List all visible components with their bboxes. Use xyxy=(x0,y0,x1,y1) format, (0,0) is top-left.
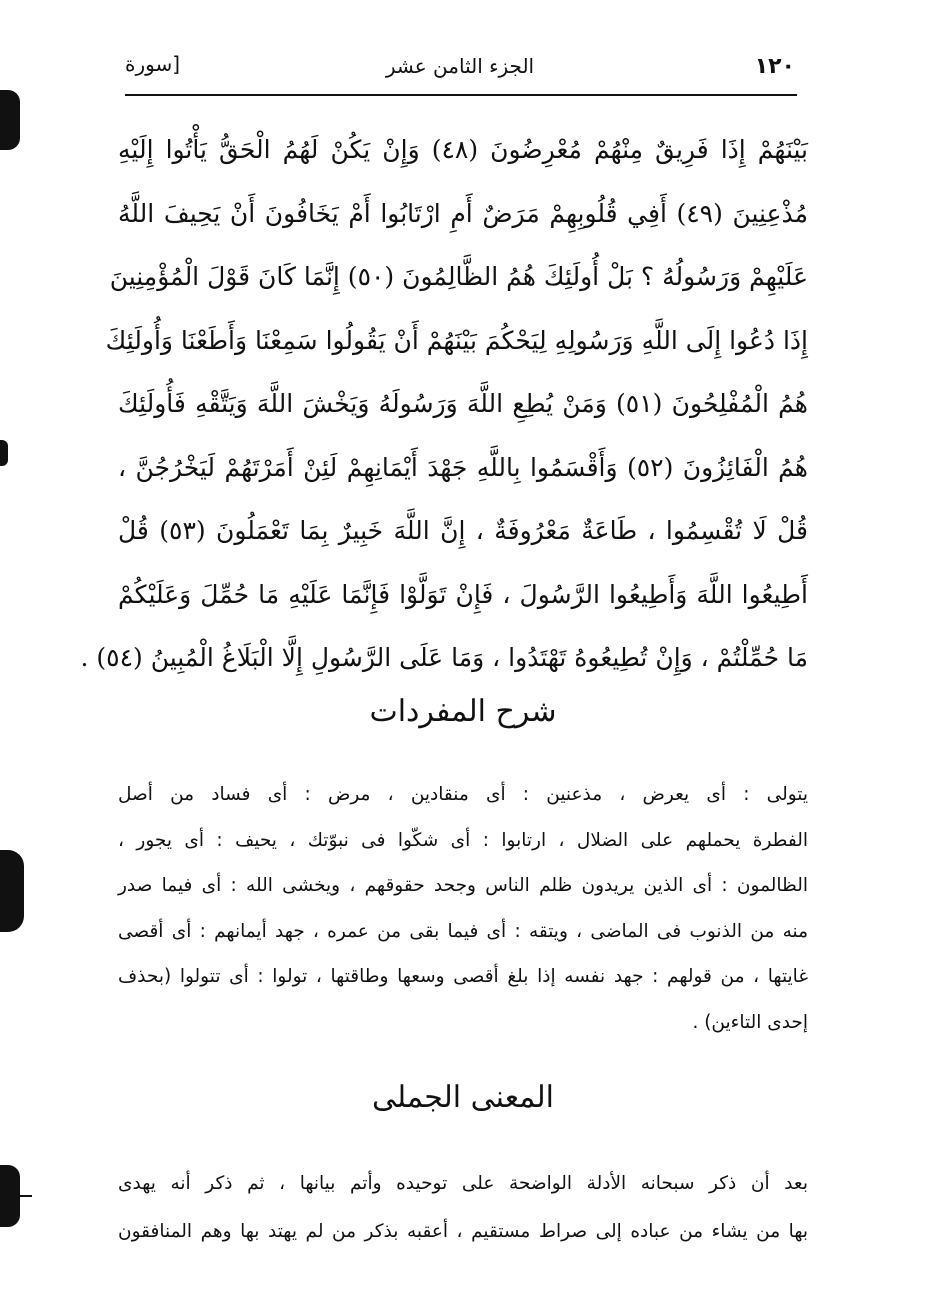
glossary-line: يتولى : أى يعرض ، مذعنين : أى منقادين ، مرض : أى فساد من أصل xyxy=(118,784,808,805)
scan-edge-mark xyxy=(0,1165,20,1227)
scan-edge-mark xyxy=(0,440,8,466)
verse-line: هُمُ الْمُفْلِحُونَ (٥١) وَمَنْ يُطِعِ اللَّهَ وَرَسُولَهُ وَيَخْشَ اللَّهَ وَيَتَّقْهِ فَأُولَئِكَ xyxy=(118,389,808,418)
summary-text xyxy=(118,1160,808,1256)
page-header xyxy=(125,42,795,94)
verse-line: أَطِيعُوا اللَّهَ وَأَطِيعُوا الرَّسُولَ ، فَإِنْ تَوَلَّوْا فَإِنَّمَا عَلَيْهِ مَا حُمِّلَ وَعَلَيْكُمْ xyxy=(118,579,808,609)
glossary-line: غايتها ، من قولهم : جهد نفسه إذا بلغ أقصى وسعها وطاقتها ، تولوا : أى تتولوا (بحذف xyxy=(118,966,808,987)
quran-verses xyxy=(80,118,808,690)
verse-line: إِذَا دُعُوا إِلَى اللَّهِ وَرَسُولِهِ لِيَحْكُمَ بَيْنَهُمْ أَنْ يَقُولُوا سَمِعْنَا وَأَطَعْنَا وَأُولَئِكَ xyxy=(105,325,808,355)
surah-label: [سورة xyxy=(125,52,181,76)
running-title: الجزء الثامن عشر xyxy=(385,54,535,78)
verse-line: قُلْ لَا تُقْسِمُوا ، طَاعَةٌ مَعْرُوفَةٌ ، إِنَّ اللَّهَ خَبِيرٌ بِمَا تَعْمَلُونَ (٥٣) قُلْ xyxy=(118,516,808,545)
scan-edge-mark xyxy=(0,850,24,932)
header-rule xyxy=(125,94,797,96)
glossary-line: الفطرة يحملهم على الضلال ، ارتابوا : أى شكّوا فى نبوّتك ، يحيف : أى يجور ، xyxy=(118,829,808,851)
summary-heading: المعنى الجملى xyxy=(371,1080,554,1115)
glossary-text xyxy=(118,772,808,1045)
verse-line: هُمُ الْفَائِزُونَ (٥٢) وَأَقْسَمُوا بِاللَّهِ جَهْدَ أَيْمَانِهِمْ لَئِنْ أَمَرْتَهُمْ لَيَخْرُجُنَّ ، xyxy=(118,452,808,482)
summary-line: بعد أن ذكر سبحانه الأدلة الواضحة على توحيده وأتم بيانها ، ثم ذكر أنه يهدى xyxy=(118,1173,808,1194)
verse-line: عَلَيْهِمْ وَرَسُولُهُ ؟ بَلْ أُولَئِكَ هُمُ الظَّالِمُونَ (٥٠) إِنَّمَا كَانَ قَوْلَ الْمُؤْمِنِينَ xyxy=(109,262,808,291)
page-number: ١٢٠ xyxy=(754,54,795,79)
scan-edge-mark xyxy=(0,90,20,150)
summary-line: بها من يشاء من عباده إلى صراط مستقيم ، أعقبه بذكر من لم يهتد بها وهم المنافقون xyxy=(118,1221,808,1242)
verse-line: مَا حُمِّلْتُمْ ، وَإِنْ تُطِيعُوهُ تَهْتَدُوا ، وَمَا عَلَى الرَّسُولِ إِلَّا الْبَلَاغُ الْمُبِينُ (٥٤) . xyxy=(80,643,808,672)
verse-line: بَيْنَهُمْ إِذَا فَرِيقٌ مِنْهُمْ مُعْرِضُونَ (٤٨) وَإِنْ يَكُنْ لَهُمُ الْحَقُّ يَأْتُوا إِلَيْهِ xyxy=(118,135,808,164)
glossary-line: منه من الذنوب فى الماضى ، ويتقه : أى فيما بقى من عمره ، جهد أيمانهم : أى أقصى xyxy=(118,920,808,942)
glossary-line: إحدى التاءين) . xyxy=(692,1011,808,1033)
glossary-line: الظالمون : أى الذين يريدون ظلم الناس وجحد حقوقهم ، ويخشى الله : أى فيما صدر xyxy=(118,875,808,896)
scan-edge-tick xyxy=(18,1195,32,1197)
verse-line: مُذْعِنِينَ (٤٩) أَفِي قُلُوبِهِمْ مَرَضٌ أَمِ ارْتَابُوا أَمْ يَخَافُونَ أَنْ يَحِيفَ اللَّهُ xyxy=(118,198,808,228)
glossary-heading: شرح المفردات xyxy=(369,694,557,729)
